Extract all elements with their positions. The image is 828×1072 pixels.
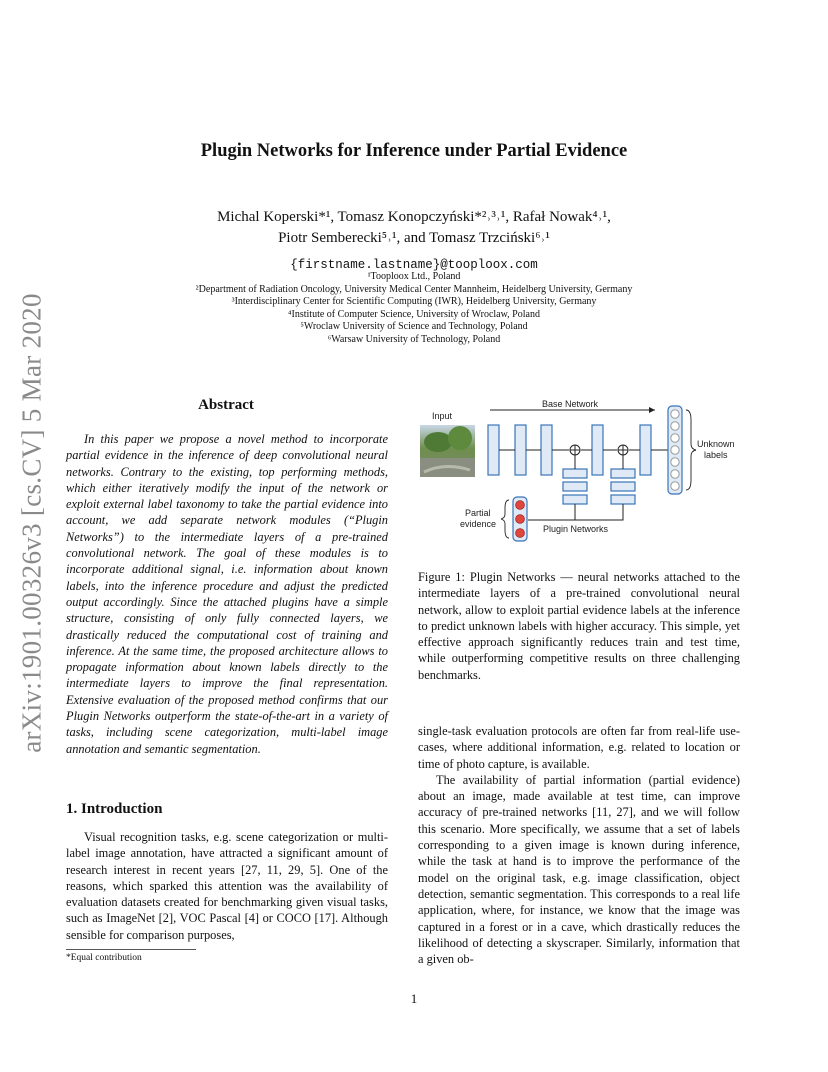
affiliation-item: ⁶Warsaw University of Technology, Poland [327,333,501,345]
base-network-label: Base Network [542,399,599,409]
plugin-layer [563,482,587,491]
abstract-heading: Abstract [198,397,254,413]
page-number: 1 [410,991,418,1006]
partial-evidence-inputs [513,497,527,541]
conv-layer [541,425,552,475]
figure-1-diagram [410,392,750,564]
partial-evidence-label-1: Partial [465,508,491,518]
conv-layer [640,425,651,475]
paragraph: single-task evaluation protocols are often far from real-life use-cases, where additional information, e.g. related to location or time of photo capture, is available. [418,724,740,771]
paragraph: The availability of partial information (partial evidence) about an image, made available at test time, can improve accuracy of pre-trained networks [11, 27], and we will follow this scenario. More specifically, we assume that a set of labels corresponding to a given image is known during inference, while the task at hand is to improve the performance of the model on the original task, e.g. image classification, object detection, semantic segmentation. This corresponds to a real life application, where, for instance, we know that the image was captured in a forest or in a cave, which drastically reduces the likelihood of detecting a skyscraper. Similarly, information that a given ob- [418,772,740,967]
input-label: Input [432,411,453,421]
introduction-text: Visual recognition tasks, e.g. scene categorization or multi-label image annotation, have attracted a significant amount of research interest in recent years [27, 11, 29, 5]. One of the reasons, which sparked this attention was the availability of evaluation datasets created for benchmarking given visual tasks, such as ImageNet [2], VOC Pascal [4] or COCO [17]. Although sensible for comparison purposes, [66,830,388,942]
input-image [420,425,475,477]
unknown-labels-label-2: labels [704,450,728,460]
affiliation-item: ¹Tooploox Ltd., Poland [367,271,461,282]
footnote: *Equal contribution [66,953,142,963]
plugin-layer [611,469,635,478]
plugin-layer [611,495,635,504]
plugin-layer [563,495,587,504]
partial-evidence-label-2: evidence [460,519,497,529]
conv-layer [592,425,603,475]
author-line-1: Michal Koperski*¹, Tomasz Konopczyński*²˒³˒¹, Rafał Nowak⁴˒¹, [217,209,611,225]
merge-node [618,445,628,455]
section-heading-introduction: 1. Introduction [66,801,163,817]
author-list [0,207,828,249]
affiliation-item: ⁵Wroclaw University of Science and Technology, Poland [300,321,528,333]
author-line-2: Piotr Semberecki⁵˒¹, and Tomasz Trzciński⁶˒¹ [278,230,550,246]
affiliation-item: ²Department of Radiation Oncology, University Medical Center Mannheim, Heidelberg University, Germany [195,283,633,295]
abstract-body [66,431,388,757]
conv-layer [488,425,499,475]
plugin-layer [611,482,635,491]
plugin-networks-label: Plugin Networks [543,524,609,534]
arxiv-stamp [12,292,52,753]
affiliation-item: ⁴Institute of Computer Science, University of Wroclaw, Poland [288,308,540,320]
introduction-body [66,829,388,943]
right-column-body [418,723,740,967]
merge-node [570,445,580,455]
unknown-labels-label-1: Unknown [697,439,735,449]
caption-text: Figure 1: Plugin Networks — neural networks attached to the intermediate layers of a pre-trained convolutional neural network, allow to exploit partial evidence labels at the inference to predict unknown labels with higher accuracy. This simple, yet effective approach significantly reduces train and test time, while outperforming competitive results on three challenging benchmarks. [418,570,740,682]
figure-1-caption [418,569,740,683]
plugin-layer [563,469,587,478]
affiliation-item: ³Interdisciplinary Center for Scientific Computing (IWR), Heidelberg University, Germany [231,296,597,308]
author-email: {firstname.lastname}@tooploox.com [290,258,538,272]
unknown-label-outputs [668,406,682,494]
output-brace [686,410,696,490]
abstract-text: In this paper we propose a novel method to incorporate partial evidence in the inference of deep convolutional neural networks. Contrary to the existing, top performing methods, which either iteratively modify the input of the network or exploit external label taxonomy to take the partial evidence into account, we add separate network modules (“Plugin Networks”) to the intermediate layers of a pre-trained convolutional network. The goal of these modules is to incorporate additional signal, i.e. information about known labels, into the inference procedure and adjust the predicted output accordingly. Since the attached plugins have a simple structure, consisting of only fully connected layers, we drastically reduced the computational cost of training and inference. At the same time, the proposed architecture allows to propagate information about known labels directly to the intermediate layers to improve the final representation. Extensive evaluation of the proposed method confirms that our Plugin Networks outperform the state-of-the-art in a variety of tasks, including scene categorization, multi-label image annotation and semantic segmentation. [66,432,388,756]
affiliation-list [0,271,828,347]
conv-layer [515,425,526,475]
arxiv-id: arXiv:1901.00326v3 [cs.CV] 5 Mar 2020 [16,292,47,753]
evidence-brace [501,500,509,538]
footnote-rule [66,949,196,950]
paper-title: Plugin Networks for Inference under Partial Evidence [200,141,628,161]
